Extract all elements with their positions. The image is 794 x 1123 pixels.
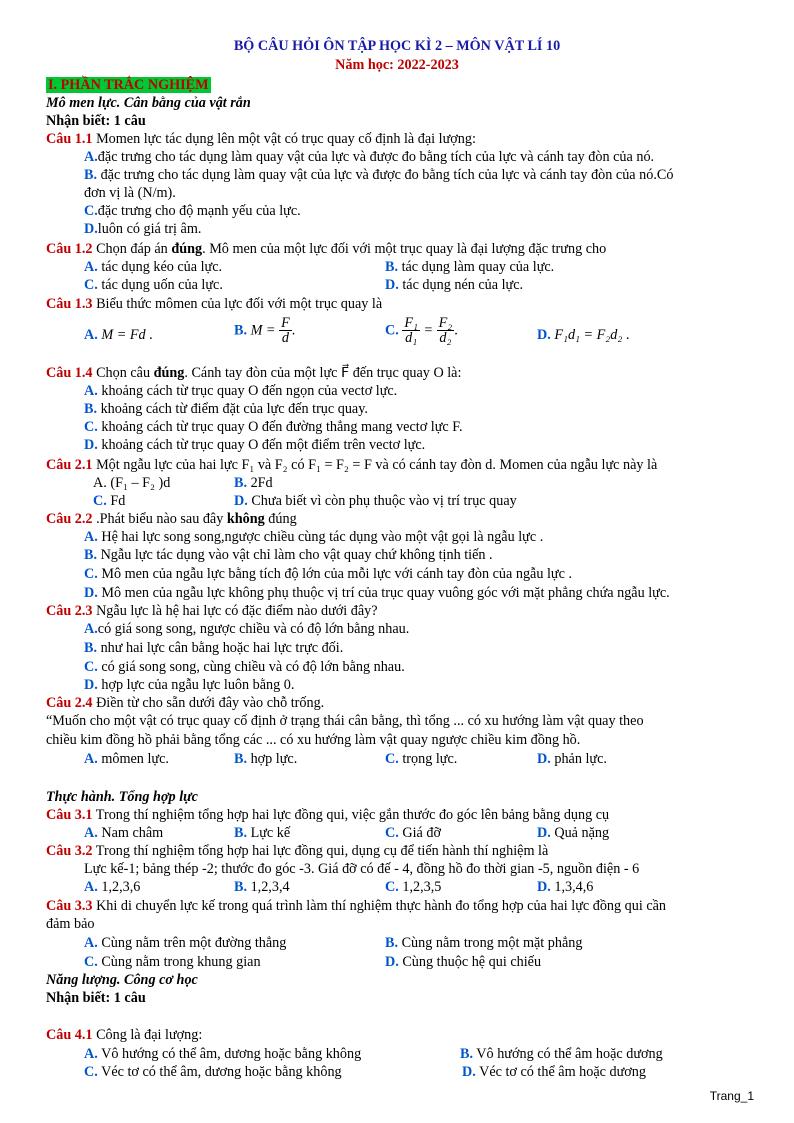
question-number: Câu 1.1 <box>46 131 93 147</box>
option-text: 1,2,3,4 <box>247 879 290 895</box>
question-text: Biểu thức mômen của lực đối với một trục quay là <box>92 296 383 312</box>
option-letter: C. <box>84 954 98 970</box>
option-text: 1,2,3,5 <box>398 879 442 895</box>
answer-option <box>234 750 297 768</box>
option-letter: C. <box>84 659 98 675</box>
answer-option <box>84 382 397 400</box>
answer-option <box>84 878 140 896</box>
option-letter: A. <box>84 621 98 637</box>
question-stem <box>46 240 606 258</box>
option-text: có giá song song, cùng chiều và có độ lớn bằng nhau. <box>97 659 405 675</box>
topic-heading: Thực hành. Tổng hợp lực <box>46 789 198 805</box>
option-letter: A. <box>84 1046 98 1062</box>
option-letter: B. <box>385 259 399 275</box>
answer-option: D. F₁d₁ = F₂d₂ . <box>537 327 630 343</box>
option-text: Vô hướng có thể âm, dương hoặc bằng không <box>97 1046 362 1062</box>
answer-option <box>84 953 261 971</box>
option-letter: C. <box>93 493 107 509</box>
page-number: Trang_1 <box>709 1089 754 1103</box>
option-letter: D. <box>537 825 551 841</box>
emphasis-text: đúng <box>171 241 203 257</box>
option-letter: B. <box>234 322 248 339</box>
option-letter: B. <box>84 640 98 656</box>
answer-option <box>385 276 523 294</box>
question-number: Câu 2.4 <box>46 695 93 711</box>
fraction-numerator: F₂ <box>438 315 453 331</box>
level-label: Nhận biết: 1 câu <box>46 113 146 129</box>
fraction-denominator: d₁ <box>405 330 418 346</box>
answer-option <box>234 824 290 842</box>
option-text: Lực kế <box>247 825 291 841</box>
option-letter: C. <box>84 1064 98 1080</box>
question-text: .Phát biểu nào sau đây <box>92 511 227 527</box>
option-letter: D. <box>537 751 551 767</box>
option-letter: D. <box>385 954 399 970</box>
answer-option <box>84 658 405 676</box>
answer-option <box>84 1063 342 1081</box>
question-number: Câu 1.3 <box>46 296 93 312</box>
option-letter: C. <box>84 419 98 435</box>
question-stem <box>46 1026 202 1044</box>
option-text: Nam châm <box>97 825 164 841</box>
option-letter: A. <box>84 259 98 275</box>
option-text: phản lực. <box>550 751 607 767</box>
option-letter: B. <box>385 935 399 951</box>
fraction-numerator: F₁ <box>404 315 418 331</box>
question-number: Câu 3.1 <box>46 807 93 823</box>
option-text: trọng lực. <box>398 751 458 767</box>
question-number: Câu 2.1 <box>46 457 93 473</box>
answer-option: B. M = $\frac{F}{d}$ . <box>234 315 296 346</box>
answer-option <box>84 750 169 768</box>
option-text: mômen lực. <box>97 751 169 767</box>
answer-option <box>234 474 273 492</box>
question-stem <box>46 842 548 860</box>
option-letter: B. <box>84 167 98 183</box>
option-text: Mô men của ngẫu lực bằng tích độ lớn của mỗi lực với cánh tay đòn của ngẫu lực . <box>97 566 573 582</box>
option-text: tác dụng làm quay của lực. <box>398 259 555 275</box>
answer-option: A. (F₁ – F₂ )d <box>93 475 171 491</box>
question-text: Công là đại lượng: <box>92 1027 203 1043</box>
option-text: khoảng cách từ trục quay O đến đường thẳng mang vectơ lực F. <box>97 419 463 435</box>
option-letter: A. <box>84 751 98 767</box>
question-text: Trong thí nghiệm tổng hợp hai lực đồng qui, việc gắn thước đo góc lên bảng bằng dụng cụ <box>92 807 610 823</box>
question-stem <box>46 510 297 528</box>
option-text: Cùng nằm trên một đường thẳng <box>97 935 287 951</box>
answer-option <box>385 953 541 971</box>
answer-option <box>537 750 607 768</box>
section-heading-text: I. PHẦN TRẮC NGHIỆM <box>48 77 209 93</box>
question-number: Câu 2.2 <box>46 511 93 527</box>
answer-option: A. M = Fd . <box>84 327 153 343</box>
option-text: như hai lực cân bằng hoặc hai lực trực đối. <box>97 640 344 656</box>
question-text: Một ngẫu lực của hai lực F₁ và F₂ có F₁ = F₂ = F và có cánh tay đòn d. Momen của ngẫu lực này là <box>92 457 658 473</box>
option-letter: B. <box>84 547 98 563</box>
question-text-line2: Lực kế-1; bảng thép -2; thước đo góc -3. Giá đỡ có đế - 4, đồng hồ đo thời gian -5, nguồn điện - 6 <box>84 861 640 877</box>
answer-option <box>84 565 572 583</box>
formula-lhs: M = <box>250 322 276 339</box>
option-letter: B. <box>234 825 248 841</box>
option-text: khoảng cách từ trục quay O đến một điểm trên vectơ lực. <box>97 437 426 453</box>
answer-option <box>84 1045 361 1063</box>
answer-option <box>385 258 554 276</box>
answer-option <box>84 934 286 952</box>
option-text: Ngẫu lực tác dụng vào vật chỉ làm cho vật quay chứ không tịnh tiến . <box>97 547 493 563</box>
option-letter: B. <box>84 401 98 417</box>
option-text: đặc trưng cho tác dụng làm quay vật của lực và được đo bằng tích của lực và cánh tay đòn của nó. <box>97 149 655 165</box>
option-letter: D. <box>462 1064 476 1080</box>
option-text: Cùng thuộc hệ qui chiếu <box>398 954 542 970</box>
option-letter: D. <box>234 493 248 509</box>
fraction-denominator: d₂ <box>439 330 452 346</box>
option-letter: D. <box>537 879 551 895</box>
option-letter: C. <box>385 879 399 895</box>
answer-option <box>84 528 543 546</box>
option-text: 2Fd <box>247 475 273 491</box>
answer-option <box>84 584 670 602</box>
document-title: BỘ CÂU HỎI ÔN TẬP HỌC KÌ 2 – MÔN VẬT LÍ 10 <box>233 38 561 54</box>
answer-option <box>234 878 290 896</box>
answer-option <box>385 750 457 768</box>
question-text: . Cánh tay đòn của một lực F⃗ đến trục quay O là: <box>184 365 462 381</box>
option-letter: C. <box>84 566 98 582</box>
topic-heading: Mô men lực. Cân bằng của vật rắn <box>46 95 251 111</box>
option-letter: B. <box>234 751 248 767</box>
option-letter: C. <box>385 322 399 339</box>
option-text: 1,3,4,6 <box>550 879 594 895</box>
option-letter: A. <box>84 327 98 343</box>
answer-option <box>84 220 201 238</box>
question-stem <box>46 897 666 915</box>
question-stem <box>46 130 476 148</box>
option-text: Cùng nằm trong một mặt phẳng <box>398 935 583 951</box>
question-stem <box>46 364 461 382</box>
option-text: đặc trưng cho tác dụng làm quay vật của lực và được đo bằng tích của lực và cánh tay đòn của nó.Có <box>97 167 674 183</box>
option-text: Quả nặng <box>550 825 610 841</box>
emphasis-text: đúng <box>153 365 185 381</box>
answer-option <box>84 400 368 418</box>
answer-option <box>84 258 222 276</box>
answer-option <box>84 639 343 657</box>
answer-option <box>537 878 593 896</box>
option-letter: D. <box>385 277 399 293</box>
option-text: Fd <box>106 493 126 509</box>
option-text: Giá đỡ <box>398 825 441 841</box>
option-text: luôn có giá trị âm. <box>97 221 202 237</box>
section-heading <box>46 76 211 94</box>
question-text: Trong thí nghiệm tổng hợp hai lực đồng qui, dụng cụ để tiến hành thí nghiệm là <box>92 843 549 859</box>
question-number: Câu 3.2 <box>46 843 93 859</box>
option-text: Vô hướng có thể âm hoặc dương <box>473 1046 663 1062</box>
fraction <box>437 316 455 345</box>
answer-option <box>460 1045 663 1063</box>
answer-option <box>84 166 673 184</box>
option-letter: A. <box>84 825 98 841</box>
question-stem <box>46 295 382 313</box>
quote-text: “Muốn cho một vật có trục quay cố định ở trạng thái cân bằng, thì tổng ... có xu hướng làm vật quay theo <box>46 713 644 729</box>
option-letter: B. <box>234 475 248 491</box>
option-text: 1,2,3,6 <box>97 879 141 895</box>
option-letter: C. <box>385 751 399 767</box>
answer-option <box>385 824 441 842</box>
question-stem <box>46 602 378 620</box>
answer-option <box>84 546 493 564</box>
answer-option: C. $\frac{\text{F₁}}{\text{d₁}}$ = $\frac{\text{F₂}}{\text{d₂}}$ . <box>385 315 458 346</box>
option-text: Véc tơ có thể âm hoặc dương <box>475 1064 646 1080</box>
question-text: Ngẫu lực là hệ hai lực có đặc điểm nào dưới đây? <box>92 603 378 619</box>
answer-option <box>93 492 125 510</box>
question-number: Câu 2.3 <box>46 603 93 619</box>
fraction <box>402 316 420 345</box>
option-letter: B. <box>234 879 248 895</box>
option-continuation: đơn vị là (N/m). <box>84 185 176 201</box>
option-letter: D. <box>84 585 98 601</box>
question-text: Chọn câu <box>92 365 154 381</box>
option-letter: A. <box>84 879 98 895</box>
fraction-denominator: d <box>281 330 289 346</box>
option-text: tác dụng uốn của lực. <box>97 277 223 293</box>
school-year: Năm học: 2022-2023 <box>335 57 459 73</box>
quote-text: chiều kim đồng hồ phải bằng tổng các ... có xu hướng làm vật quay ngược chiều kim đồng hồ. <box>46 732 581 748</box>
option-letter: D. <box>84 221 98 237</box>
answer-option <box>84 824 163 842</box>
topic-heading: Năng lượng. Công cơ học <box>46 972 198 988</box>
question-number: Câu 1.4 <box>46 365 93 381</box>
fraction-numerator: F <box>281 315 290 331</box>
option-letter: A. <box>84 529 98 545</box>
question-text-line2: đảm bảo <box>46 916 95 932</box>
question-text: Điền từ cho sẵn dưới đây vào chỗ trống. <box>92 695 325 711</box>
option-text: Cùng nằm trong khung gian <box>97 954 261 970</box>
question-text: đúng <box>264 511 297 527</box>
answer-option <box>84 620 409 638</box>
option-text: tác dụng kéo của lực. <box>97 259 223 275</box>
option-letter: C. <box>84 203 98 219</box>
option-letter: A. <box>84 383 98 399</box>
level-label: Nhận biết: 1 câu <box>46 990 146 1006</box>
answer-option <box>385 934 582 952</box>
question-text: . Mô men của một lực đối với một trục quay là đại lượng đặc trưng cho <box>202 241 607 257</box>
option-text: khoảng cách từ trục quay O đến ngọn của vectơ lực. <box>97 383 398 399</box>
option-letter: B. <box>460 1046 474 1062</box>
option-text: tác dụng nén của lực. <box>398 277 524 293</box>
question-number: Câu 4.1 <box>46 1027 93 1043</box>
option-letter: A. <box>84 149 98 165</box>
question-text: Chọn đáp án <box>92 241 172 257</box>
question-text: Momen lực tác dụng lên một vật có trục quay cố định là đại lượng: <box>92 131 476 147</box>
option-text: Hệ hai lực song song,ngược chiều cùng tác dụng vào một vật gọi là ngẫu lực . <box>97 529 544 545</box>
answer-option <box>462 1063 646 1081</box>
fraction <box>279 316 292 345</box>
option-letter: D. <box>84 437 98 453</box>
answer-option <box>234 492 517 510</box>
question-stem <box>46 694 324 712</box>
answer-option <box>84 202 301 220</box>
answer-option <box>537 824 609 842</box>
question-stem <box>46 456 657 474</box>
option-letter: C. <box>84 277 98 293</box>
answer-option <box>84 148 654 166</box>
option-text: có giá song song, ngược chiều và có độ lớn bằng nhau. <box>97 621 410 637</box>
option-text: hợp lực của ngẫu lực luôn bằng 0. <box>97 677 295 693</box>
option-text: đặc trưng cho độ mạnh yếu của lực. <box>97 203 301 219</box>
option-letter: C. <box>385 825 399 841</box>
option-letter: D. <box>537 327 551 343</box>
answer-option <box>84 676 294 694</box>
formula-a: M = Fd <box>101 327 146 343</box>
formula-d: F₁d₁ = F₂d₂ <box>554 327 623 343</box>
question-number: Câu 1.2 <box>46 241 93 257</box>
question-text: Khi di chuyển lực kế trong quá trình làm thí nghiệm thực hành đo tổng hợp của hai lực đồng qui cần <box>92 898 667 914</box>
option-text: khoảng cách từ điểm đặt của lực đến trục quay. <box>97 401 368 417</box>
option-text: Mô men của ngẫu lực không phụ thuộc vị trí của trục quay vuông góc với mặt phẳng chứa ngẫu lực. <box>97 585 670 601</box>
answer-option <box>84 436 425 454</box>
emphasis-text: không <box>226 511 265 527</box>
answer-option <box>385 878 441 896</box>
option-text: Chưa biết vì còn phụ thuộc vào vị trí trục quay <box>247 493 517 509</box>
option-text: hợp lực. <box>247 751 298 767</box>
question-number: Câu 3.3 <box>46 898 93 914</box>
answer-option <box>84 418 463 436</box>
question-stem <box>46 806 609 824</box>
option-letter: A. <box>84 935 98 951</box>
option-letter: D. <box>84 677 98 693</box>
answer-option <box>84 276 223 294</box>
option-text: Véc tơ có thể âm, dương hoặc bằng không <box>97 1064 342 1080</box>
